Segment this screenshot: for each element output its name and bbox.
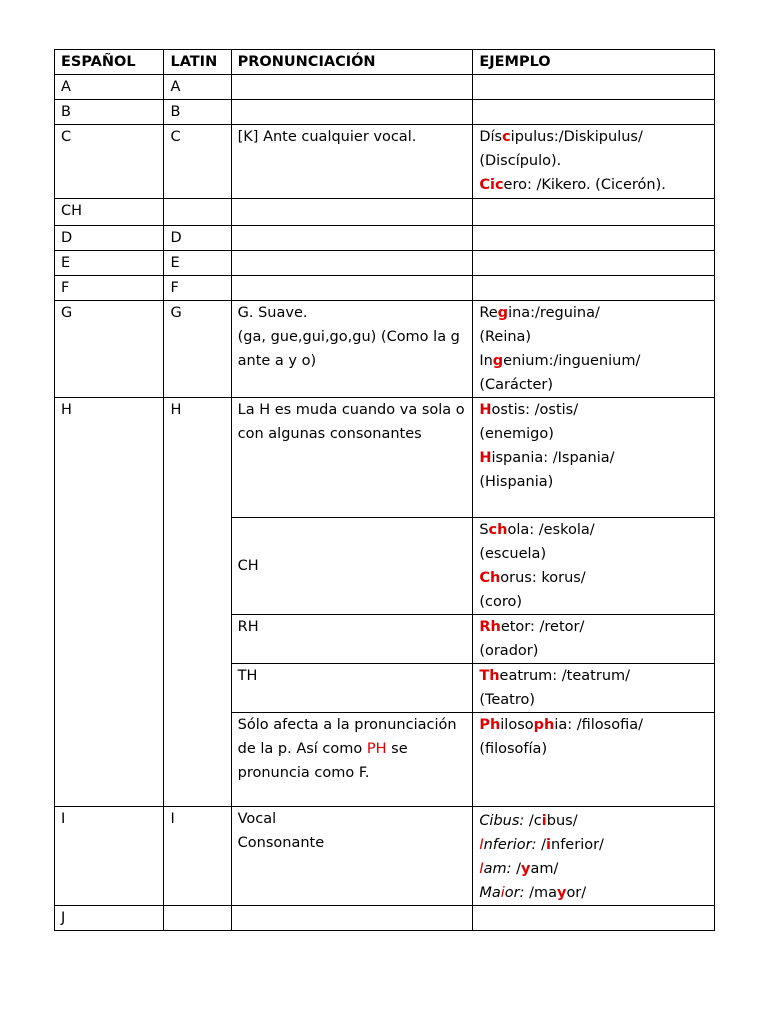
- cell-espanol: H: [55, 398, 164, 807]
- cell-latin: G: [164, 301, 231, 398]
- table-row: [55, 301, 715, 398]
- cell-ejemplo: [473, 276, 715, 301]
- cell-ejemplo: Regina:/reguina/ (Reina) Ingenium:/inguenium/ (Carácter): [473, 301, 715, 398]
- cell-espanol: G: [55, 301, 164, 398]
- table-row: [55, 75, 715, 100]
- cell-espanol: D: [55, 226, 164, 251]
- cell-pronunciacion: Vocal Consonante: [231, 807, 473, 906]
- cell-espanol: B: [55, 100, 164, 125]
- cell-pronunciacion: [231, 199, 473, 226]
- table-row: [55, 226, 715, 251]
- cell-latin: F: [164, 276, 231, 301]
- cell-latin: B: [164, 100, 231, 125]
- header-row: [55, 50, 715, 75]
- cell-espanol: CH: [55, 199, 164, 226]
- cell-ejemplo: [473, 199, 715, 226]
- cell-pronunciacion: CH: [231, 518, 473, 615]
- table-row: [55, 199, 715, 226]
- cell-latin: E: [164, 251, 231, 276]
- cell-latin: H: [164, 398, 231, 807]
- table-row: [55, 398, 715, 518]
- cell-ejemplo: [473, 226, 715, 251]
- cell-pronunciacion: [231, 251, 473, 276]
- cell-latin: [164, 199, 231, 226]
- cell-pronunciacion: Sólo afecta a la pronunciación de la p. Así como PH se pronuncia como F.: [231, 713, 473, 807]
- header-pronunciacion: PRONUNCIACIÓN: [231, 50, 473, 75]
- cell-ejemplo: Díscipulus:/Diskipulus/ (Discípulo). Cicero: /Kikero. (Cicerón).: [473, 125, 715, 199]
- cell-espanol: I: [55, 807, 164, 906]
- alphabet-table: [54, 49, 715, 931]
- cell-ejemplo: [473, 906, 715, 931]
- cell-latin: I: [164, 807, 231, 906]
- table-row: [55, 125, 715, 199]
- cell-pronunciacion: TH: [231, 664, 473, 713]
- cell-ejemplo: [473, 100, 715, 125]
- cell-latin: [164, 906, 231, 931]
- cell-pronunciacion: [K] Ante cualquier vocal.: [231, 125, 473, 199]
- cell-ejemplo: Schola: /eskola/ (escuela) Chorus: korus/ (coro): [473, 518, 715, 615]
- cell-espanol: F: [55, 276, 164, 301]
- header-espanol: ESPAÑOL: [55, 50, 164, 75]
- cell-latin: C: [164, 125, 231, 199]
- table-row: [55, 100, 715, 125]
- table-row: [55, 251, 715, 276]
- cell-ejemplo: [473, 251, 715, 276]
- table-row: [55, 276, 715, 301]
- cell-latin: A: [164, 75, 231, 100]
- cell-ejemplo: Rhetor: /retor/ (orador): [473, 615, 715, 664]
- header-ejemplo: EJEMPLO: [473, 50, 715, 75]
- cell-ejemplo: Cibus: /cibus/ Inferior: /inferior/ Iam: /yam/ Maior: /mayor/: [473, 807, 715, 906]
- table-row: [55, 906, 715, 931]
- cell-pronunciacion: [231, 906, 473, 931]
- cell-pronunciacion: [231, 75, 473, 100]
- cell-espanol: J: [55, 906, 164, 931]
- cell-latin: D: [164, 226, 231, 251]
- cell-ejemplo: Philosophia: /filosofia/ (filosofía): [473, 713, 715, 807]
- table-row: [55, 807, 715, 906]
- cell-espanol: E: [55, 251, 164, 276]
- header-latin: LATIN: [164, 50, 231, 75]
- cell-espanol: A: [55, 75, 164, 100]
- cell-pronunciacion: G. Suave. (ga, gue,gui,go,gu) (Como la g ante a y o): [231, 301, 473, 398]
- cell-espanol: C: [55, 125, 164, 199]
- cell-ejemplo: Theatrum: /teatrum/ (Teatro): [473, 664, 715, 713]
- cell-ejemplo: [473, 75, 715, 100]
- cell-pronunciacion: La H es muda cuando va sola o con algunas consonantes: [231, 398, 473, 518]
- cell-pronunciacion: [231, 276, 473, 301]
- cell-pronunciacion: [231, 226, 473, 251]
- cell-ejemplo: Hostis: /ostis/ (enemigo) Hispania: /Ispania/ (Hispania): [473, 398, 715, 518]
- cell-pronunciacion: RH: [231, 615, 473, 664]
- cell-pronunciacion: [231, 100, 473, 125]
